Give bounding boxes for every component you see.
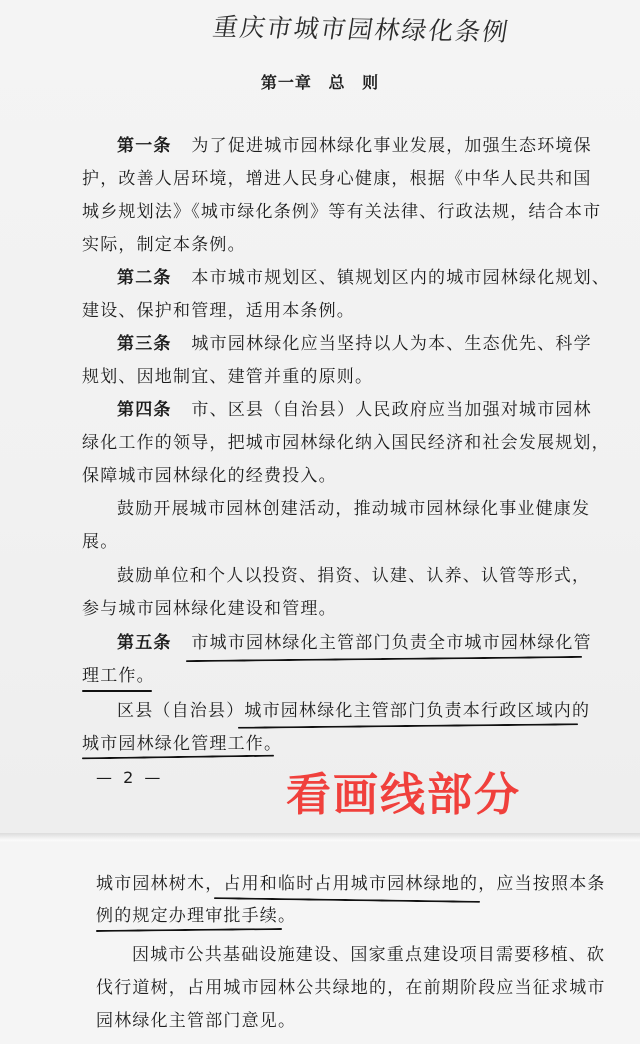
article-line: 因城市公共基础设施建设、国家重点建设项目需要移植、砍: [132, 945, 606, 965]
article-line: 保障城市园林绿化的经费投入。: [82, 466, 337, 486]
article-line: 鼓励开展城市园林创建活动，推动城市园林绿化事业健康发: [117, 499, 591, 519]
article-line: 伐行道树，占用城市园林公共绿地的，在前期阶段应当征求城市: [96, 978, 606, 998]
article-line: 城市园林绿化管理工作。: [82, 734, 283, 754]
article-line: 理工作。: [82, 666, 155, 686]
article-line: 例的规定办理审批手续。: [96, 906, 297, 926]
underline-mark: [238, 723, 578, 729]
article-line: 展。: [82, 532, 119, 552]
article-line: 绿化工作的领导，把城市园林绿化纳入国民经济和社会发展规划，: [82, 433, 610, 453]
underline-mark: [82, 690, 152, 692]
article-line: 第四条 市、区县（自治县）人民政府应当加强对城市园林: [117, 400, 592, 420]
page-number: — 2 —: [96, 768, 164, 787]
underline-mark: [96, 928, 282, 932]
article-line: 城乡规划法》《城市绿化条例》等有关法律、行政法规，结合本市: [82, 202, 602, 222]
article-line: 建设、保护和管理，适用本条例。: [82, 301, 355, 321]
article-line: 第三条 城市园林绿化应当坚持以人为本、生态优先、科学: [117, 334, 592, 354]
article-label: 第五条: [117, 633, 172, 653]
red-annotation-text: 看画线部分: [286, 768, 522, 821]
article-label: 第二条: [117, 268, 172, 288]
document-page-2: [0, 843, 640, 1044]
underline-mark: [186, 656, 582, 662]
article-line: 实际，制定本条例。: [82, 235, 246, 255]
article-line: 园林绿化主管部门意见。: [96, 1011, 297, 1031]
article-line: 鼓励单位和个人以投资、捐资、认建、认养、认管等形式，: [117, 566, 591, 586]
article-line: 区县（自治县）城市园林绿化主管部门负责本行政区域内的: [117, 701, 591, 721]
underline-mark: [214, 897, 480, 903]
chapter-title: 第一章 总 则: [260, 73, 380, 92]
underline-mark: [82, 755, 274, 760]
article-label: 第一条: [117, 136, 172, 156]
article-line: 规划、因地制宜、建管并重的原则。: [82, 367, 374, 387]
handwritten-title: 重庆市城市园林绿化条例: [210, 12, 512, 47]
article-line: 第五条 市城市园林绿化主管部门负责全市城市园林绿化管: [117, 633, 592, 653]
article-line: 参与城市园林绿化建设和管理。: [82, 599, 337, 619]
article-line: 城市园林树木，占用和临时占用城市园林绿地的，应当按照本条: [96, 874, 606, 894]
article-label: 第四条: [117, 400, 172, 420]
article-label: 第三条: [117, 334, 172, 354]
article-line: 护，改善人居环境，增进人民身心健康，根据《中华人民共和国: [82, 169, 592, 189]
article-line: 第一条 为了促进城市园林绿化事业发展，加强生态环境保: [117, 136, 592, 156]
article-line: 第二条 本市城市规划区、镇规划区内的城市园林绿化规划、: [117, 268, 611, 288]
